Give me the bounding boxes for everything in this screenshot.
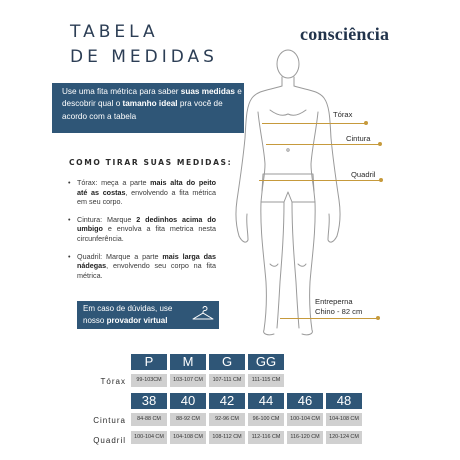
table-cell: 111-115 CM xyxy=(248,374,284,387)
help-text: nosso xyxy=(83,315,107,325)
intro-text-1: Use uma fita métrica para saber xyxy=(62,87,181,96)
row-label-cintura: Cintura xyxy=(93,416,126,425)
virtual-fitting-link[interactable]: provador virtual xyxy=(106,315,168,325)
table-cell: 104-108 CM xyxy=(170,431,206,444)
torax-dot xyxy=(364,121,368,125)
instruction-cintura xyxy=(68,215,216,244)
table-cell: 100-104 CM xyxy=(131,431,167,444)
instruction-text: , envolvendo seu corpo na fita métrica. xyxy=(77,261,216,280)
instruction-text: e envolva a fita metrica nesta circunferência. xyxy=(77,224,216,243)
hanger-icon xyxy=(191,305,215,323)
cintura-label: Cintura xyxy=(346,134,371,143)
size-header-gg: GG xyxy=(248,354,284,370)
row-label-torax: Tórax xyxy=(100,377,126,386)
bullet-dot-icon: • xyxy=(68,251,71,261)
table-cell: 92-96 CM xyxy=(209,413,245,426)
row-label-quadril: Quadril xyxy=(93,436,126,445)
intro-box xyxy=(52,83,244,133)
table-cell: 100-104 CM xyxy=(287,413,323,426)
instruction-text: , envolvendo a fita métrica em seu corpo. xyxy=(77,187,216,207)
table-cell: 88-92 CM xyxy=(170,413,206,426)
quadril-line xyxy=(259,180,381,181)
table-cell: 99-103CM xyxy=(131,374,167,387)
cintura-line xyxy=(266,144,380,145)
cintura-dot xyxy=(378,142,382,146)
size-header-44: 44 xyxy=(248,393,284,409)
help-text-line1: Em caso de dúvidas, use xyxy=(83,304,173,313)
bullet-dot-icon: • xyxy=(68,178,71,187)
size-header-48: 48 xyxy=(326,393,362,409)
quadril-dot xyxy=(379,178,383,182)
entreperna-line xyxy=(280,318,378,319)
table-cell: 96-100 CM xyxy=(248,413,284,426)
page-title-line2: DE MEDIDAS xyxy=(70,47,218,67)
quadril-label: Quadril xyxy=(351,170,376,179)
table-cell: 103-107 CM xyxy=(170,374,206,387)
size-header-40: 40 xyxy=(170,393,206,409)
instruction-bold: mais alta do peito até as costas xyxy=(77,178,216,197)
entreperna-label: Entreperna xyxy=(315,297,353,306)
table-cell: 84-88 CM xyxy=(131,413,167,426)
instruction-bold: 2 dedinhos acima do umbigo xyxy=(77,214,216,234)
size-header-38: 38 xyxy=(131,393,167,409)
table-cell: 112-116 CM xyxy=(248,431,284,444)
instruction-text: Cintura: Marque xyxy=(77,214,137,224)
table-cell: 116-120 CM xyxy=(287,431,323,444)
instruction-text: Quadril: Marque a parte xyxy=(77,251,163,261)
size-header-42: 42 xyxy=(209,393,245,409)
entreperna-chino-label: Chino - 82 cm xyxy=(315,307,363,316)
size-header-m: M xyxy=(170,354,206,370)
instruction-quadril xyxy=(68,252,216,281)
intro-text-2: e descobrir qual o xyxy=(62,87,242,109)
instruction-torax xyxy=(68,178,216,207)
instructions-list xyxy=(68,178,216,288)
size-header-g: G xyxy=(209,354,245,370)
torax-label: Tórax xyxy=(333,110,353,119)
intro-text-3: pra você de acordo com a tabela xyxy=(62,99,223,121)
entreperna-dot xyxy=(376,316,380,320)
size-header-46: 46 xyxy=(287,393,323,409)
intro-bold-2: tamanho ideal xyxy=(122,99,178,109)
instruction-bold: mais larga das nádegas xyxy=(77,251,216,271)
table-cell: 108-112 CM xyxy=(209,431,245,444)
table-cell: 107-111 CM xyxy=(209,374,245,387)
table-cell: 120-124 CM xyxy=(326,431,362,444)
intro-bold-1: suas medidas xyxy=(180,87,235,96)
page-title-line1: TABELA xyxy=(70,22,159,42)
bullet-dot-icon: • xyxy=(68,214,71,224)
torax-line xyxy=(262,123,366,124)
how-to-title: COMO TIRAR SUAS MEDIDAS: xyxy=(69,158,233,167)
instruction-text: Tórax: meça a parte xyxy=(77,178,151,187)
brand-logo: consciência xyxy=(300,24,390,44)
table-cell: 104-108 CM xyxy=(326,413,362,426)
size-header-p: P xyxy=(131,354,167,370)
virtual-fitting-button[interactable] xyxy=(77,301,219,329)
